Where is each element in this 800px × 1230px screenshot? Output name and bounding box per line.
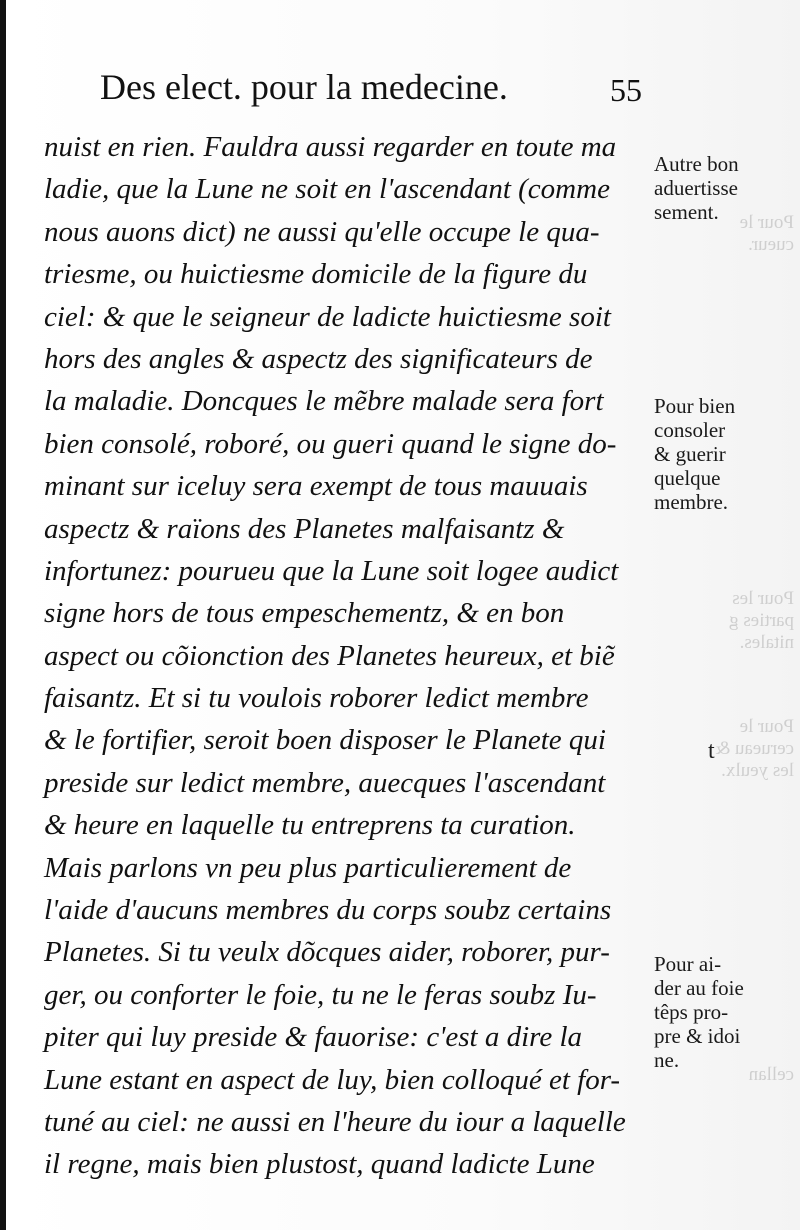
margin-note-line: têps pro- [654, 1000, 729, 1024]
text-line: preside sur ledict membre, auecques l'ascendant [44, 766, 606, 799]
show-through-text [672, 1064, 794, 1086]
body-text [44, 126, 644, 1186]
text-line: minant sur iceluy sera exempt de tous mauuais [44, 470, 588, 503]
show-through-line: Pour le [739, 716, 794, 737]
margin-note-line: membre. [654, 490, 729, 514]
text-line: ciel: & que le seigneur de ladicte huictiesme soit [44, 300, 611, 333]
text-line: ladie, que la Lune ne soit en l'ascendant (comme [44, 173, 610, 206]
margin-note-line: Autre bon [654, 152, 739, 176]
text-line: piter qui luy preside & fauorise: c'est a dire la [44, 1021, 583, 1054]
text-line: & heure en laquelle tu entreprens ta curation. [44, 809, 576, 842]
show-through-line: les yeulx. [721, 760, 794, 781]
show-through-line: cueur. [748, 234, 794, 255]
text-line: bien consolé, roboré, ou gueri quand le signe do- [44, 427, 617, 460]
margin-note-liver [654, 952, 794, 1072]
margin-note-line: quelque [654, 466, 721, 490]
show-through-text [672, 212, 794, 256]
text-line: il regne, mais bien plustost, quand ladicte Lune [44, 1148, 595, 1181]
text-line: hors des angles & aspectz des significateurs de [44, 342, 593, 375]
running-title: Des elect. pour la medecine. [100, 67, 508, 107]
show-through-line: nitales. [739, 632, 794, 653]
margin-note-line: consoler [654, 418, 726, 442]
margin-note-member [654, 394, 794, 514]
show-through-line: Pour les [732, 588, 794, 609]
text-line: triesme, ou huictiesme domicile de la figure du [44, 258, 588, 291]
text-line: signe hors de tous empeschementz, & en bon [44, 597, 565, 630]
text-line: & le fortifier, seroit boen disposer le Planete qui [44, 724, 606, 757]
text-line: aspectz & raïons des Planetes malfaisantz & [44, 512, 565, 545]
text-line: ger, ou conforter le foie, tu ne le feras soubz Iu- [44, 978, 597, 1011]
margin-note-line: Pour bien [654, 394, 736, 418]
show-through-text [672, 716, 794, 782]
text-line: infortunez: pourueu que la Lune soit logee audict [44, 554, 619, 587]
text-line: nous auons dict) ne aussi qu'elle occupe le qua- [44, 215, 600, 248]
margin-note-line: sement. [654, 200, 719, 224]
margin-note-line: & guerir [654, 442, 726, 466]
margin-note-line: ne. [654, 1048, 680, 1072]
show-through-text [672, 588, 794, 654]
text-line: la maladie. Doncques le mẽbre malade sera fort [44, 385, 604, 418]
text-line: Planetes. Si tu veulx dõcques aider, roborer, pur- [44, 936, 610, 969]
text-line: aspect ou cõionction des Planetes heureux, et biẽ [44, 639, 615, 672]
show-through-line: Pour le [739, 212, 794, 233]
text-line: nuist en rien. Fauldra aussi regarder en toute ma [44, 131, 617, 163]
text-line: Mais parlons vn peu plus particulierement de [44, 851, 572, 884]
margin-note-line: Pour ai- [654, 952, 722, 976]
text-line: Lune estant en aspect de luy, bien colloqué et for- [44, 1063, 621, 1096]
margin-note-line: der au foie [654, 976, 744, 1000]
show-through-line: parties g [729, 610, 794, 631]
show-through-line: cellan [748, 1064, 794, 1085]
margin-note-line: pre & idoi [654, 1024, 741, 1048]
text-line: l'aide d'aucuns membres du corps soubz certains [44, 894, 612, 927]
show-through-line: cerueau & [715, 738, 794, 759]
page-header [100, 66, 660, 116]
stray-ink-mark: t [708, 738, 715, 764]
text-line: tuné au ciel: ne aussi en l'heure du iour a laquelle [44, 1105, 626, 1138]
page-number: 55 [610, 72, 642, 108]
margin-note-line: aduertisse [654, 176, 738, 200]
text-line: faisantz. Et si tu voulois roborer ledict membre [44, 682, 589, 715]
